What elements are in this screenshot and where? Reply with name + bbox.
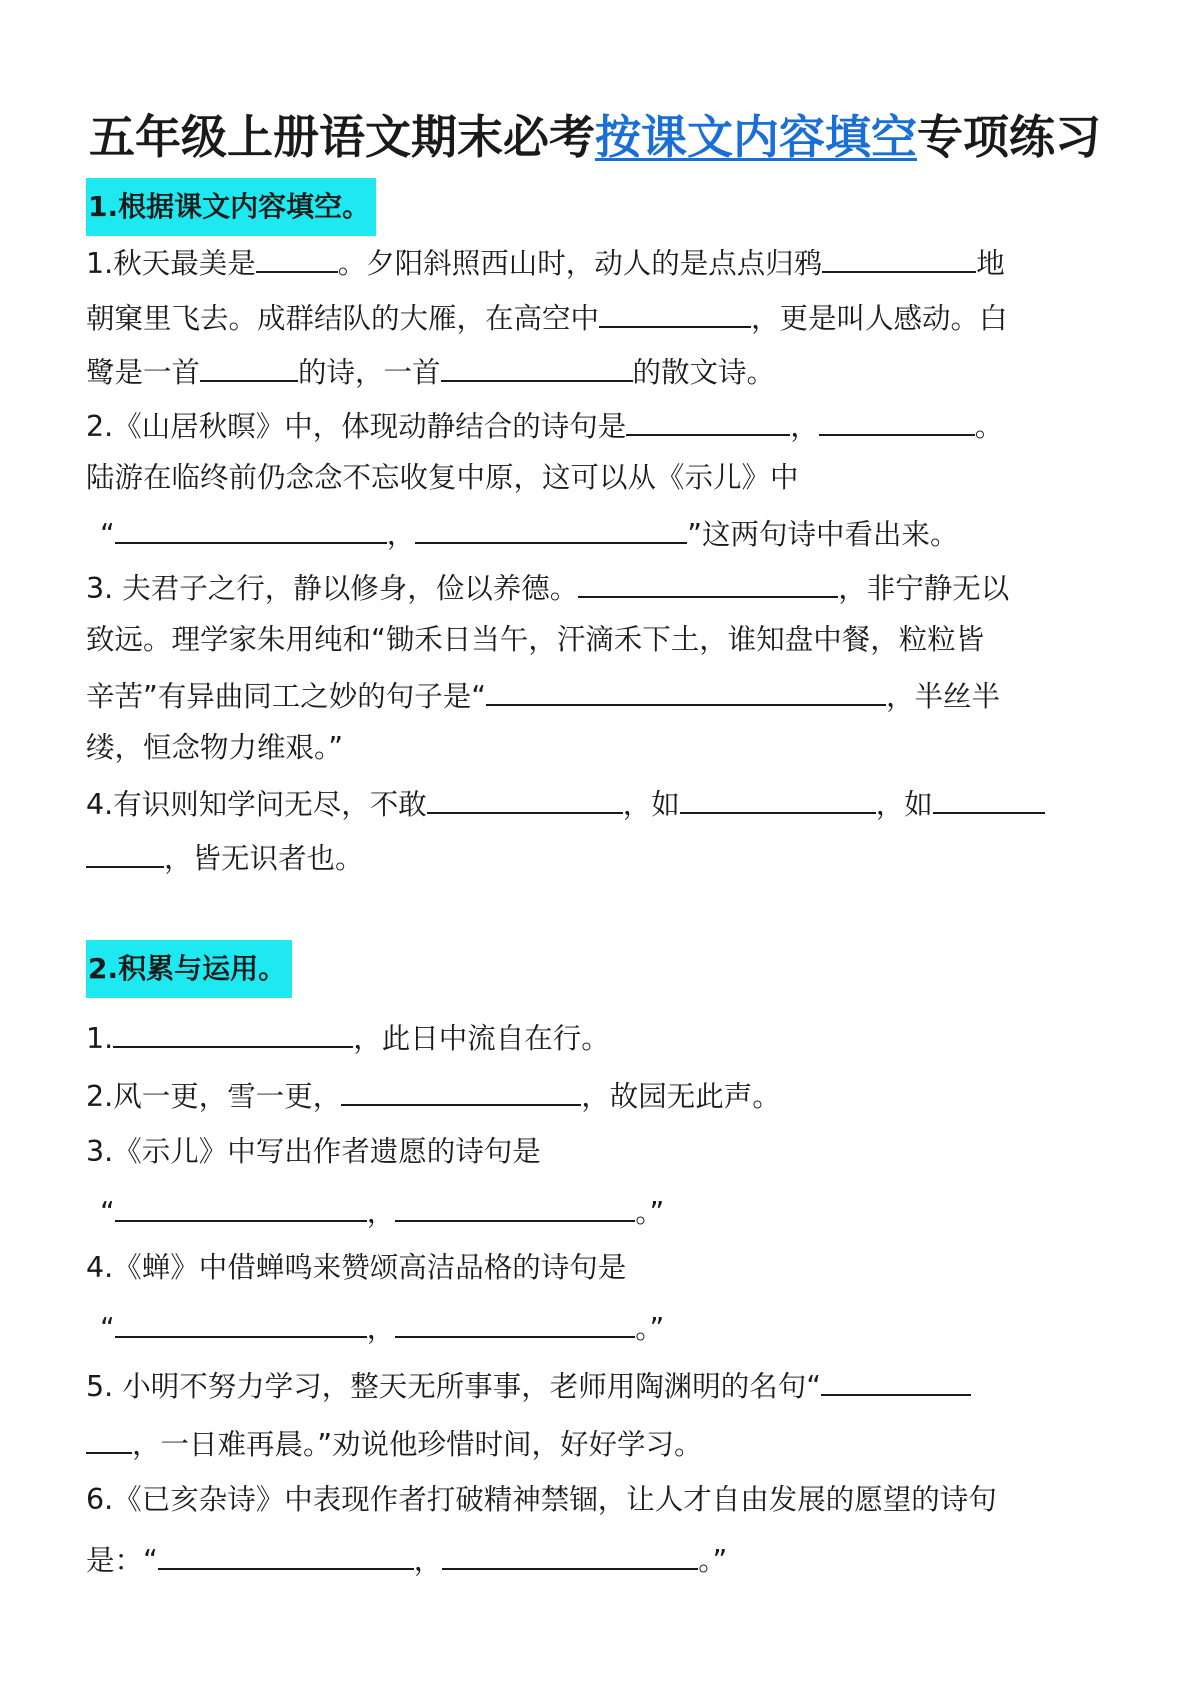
answer-blank[interactable]	[680, 782, 876, 814]
title-suffix: 专项练习	[917, 110, 1101, 164]
s1-q3-line4: 缕，恒念物力维艰。”	[86, 731, 344, 764]
s2-q5-line2: ，一日难再晨。”劝说他珍惜时间，好好学习。	[86, 1422, 703, 1465]
s1-q3-line2: 致远。理学家朱用纯和“锄禾日当午，汗滴禾下土，谁知盘中餐，粒粒皆	[86, 623, 985, 656]
answer-blank[interactable]	[115, 512, 387, 544]
section-2-heading: 2.积累与运用。	[86, 940, 292, 998]
answer-blank[interactable]	[86, 836, 164, 868]
s2-q4-line1: 4.《蝉》中借蝉鸣来赞颂高洁品格的诗句是	[86, 1251, 627, 1284]
s1-q1-line2: 朝窠里飞去。成群结队的大雁，在高空中 ，更是叫人感动。白	[86, 296, 1008, 339]
answer-blank[interactable]	[113, 1016, 353, 1048]
answer-blank[interactable]	[578, 566, 838, 598]
s2-q2-line: 2.风一更，雪一更， ，故园无此声。	[86, 1074, 781, 1117]
s1-q3-line3: 辛苦”有异曲同工之妙的句子是“ ，半丝半	[86, 674, 1000, 717]
s1-q4-line1: 4.有识则知学问无尽，不敢 ，如 ，如	[86, 782, 1045, 825]
answer-blank[interactable]	[200, 350, 298, 382]
s1-q1-line1: 1.秋天最美是 。夕阳斜照西山时，动人的是点点归鸦 地	[86, 241, 1005, 284]
answer-blank[interactable]	[599, 296, 751, 328]
answer-blank[interactable]	[442, 1538, 698, 1570]
answer-blank[interactable]	[395, 1306, 635, 1338]
answer-blank[interactable]	[626, 404, 790, 436]
s1-q2-line2: 陆游在临终前仍念念不忘收复中原，这可以从《示儿》中	[86, 461, 799, 494]
answer-blank[interactable]	[415, 512, 687, 544]
answer-blank[interactable]	[86, 1422, 132, 1454]
s2-q1-line: 1. ，此日中流自在行。	[86, 1016, 610, 1059]
title-highlight: 按课文内容填空	[595, 110, 917, 164]
answer-blank[interactable]	[441, 350, 633, 382]
s2-q6-line2: 是：“ ， 。”	[86, 1538, 727, 1581]
answer-blank[interactable]	[819, 404, 975, 436]
s2-q5-line1: 5. 小明不努力学习，整天无所事事，老师用陶渊明的名句“	[86, 1364, 971, 1407]
answer-blank[interactable]	[395, 1190, 635, 1222]
s1-q3-line1: 3. 夫君子之行，静以修身，俭以养德。 ，非宁静无以	[86, 566, 1009, 609]
s2-q3-line1: 3.《示儿》中写出作者遗愿的诗句是	[86, 1135, 541, 1168]
answer-blank[interactable]	[256, 241, 338, 273]
s2-q3-line2: “ ， 。”	[86, 1190, 664, 1233]
answer-blank[interactable]	[115, 1306, 367, 1338]
answer-blank[interactable]	[933, 782, 1045, 814]
s1-q1-line3: 鹭是一首 的诗，一首 的散文诗。	[86, 350, 775, 393]
answer-blank[interactable]	[115, 1190, 367, 1222]
answer-blank[interactable]	[486, 674, 886, 706]
s2-q6-line1: 6.《已亥杂诗》中表现作者打破精神禁锢，让人才自由发展的愿望的诗句	[86, 1483, 997, 1516]
page-title	[0, 104, 1190, 170]
answer-blank[interactable]	[427, 782, 623, 814]
s1-q2-line3: “ ， ”这两句诗中看出来。	[86, 512, 959, 555]
title-prefix: 五年级上册语文期末必考	[89, 110, 595, 164]
s1-q4-line2: ，皆无识者也。	[86, 836, 364, 879]
s1-q2-line1: 2.《山居秋暝》中，体现动静结合的诗句是 ， 。	[86, 404, 1003, 447]
answer-blank[interactable]	[822, 241, 976, 273]
answer-blank[interactable]	[341, 1074, 581, 1106]
section-1-heading: 1.根据课文内容填空。	[86, 178, 376, 236]
answer-blank[interactable]	[158, 1538, 414, 1570]
answer-blank[interactable]	[821, 1364, 971, 1396]
s2-q4-line2: “ ， 。”	[86, 1306, 664, 1349]
